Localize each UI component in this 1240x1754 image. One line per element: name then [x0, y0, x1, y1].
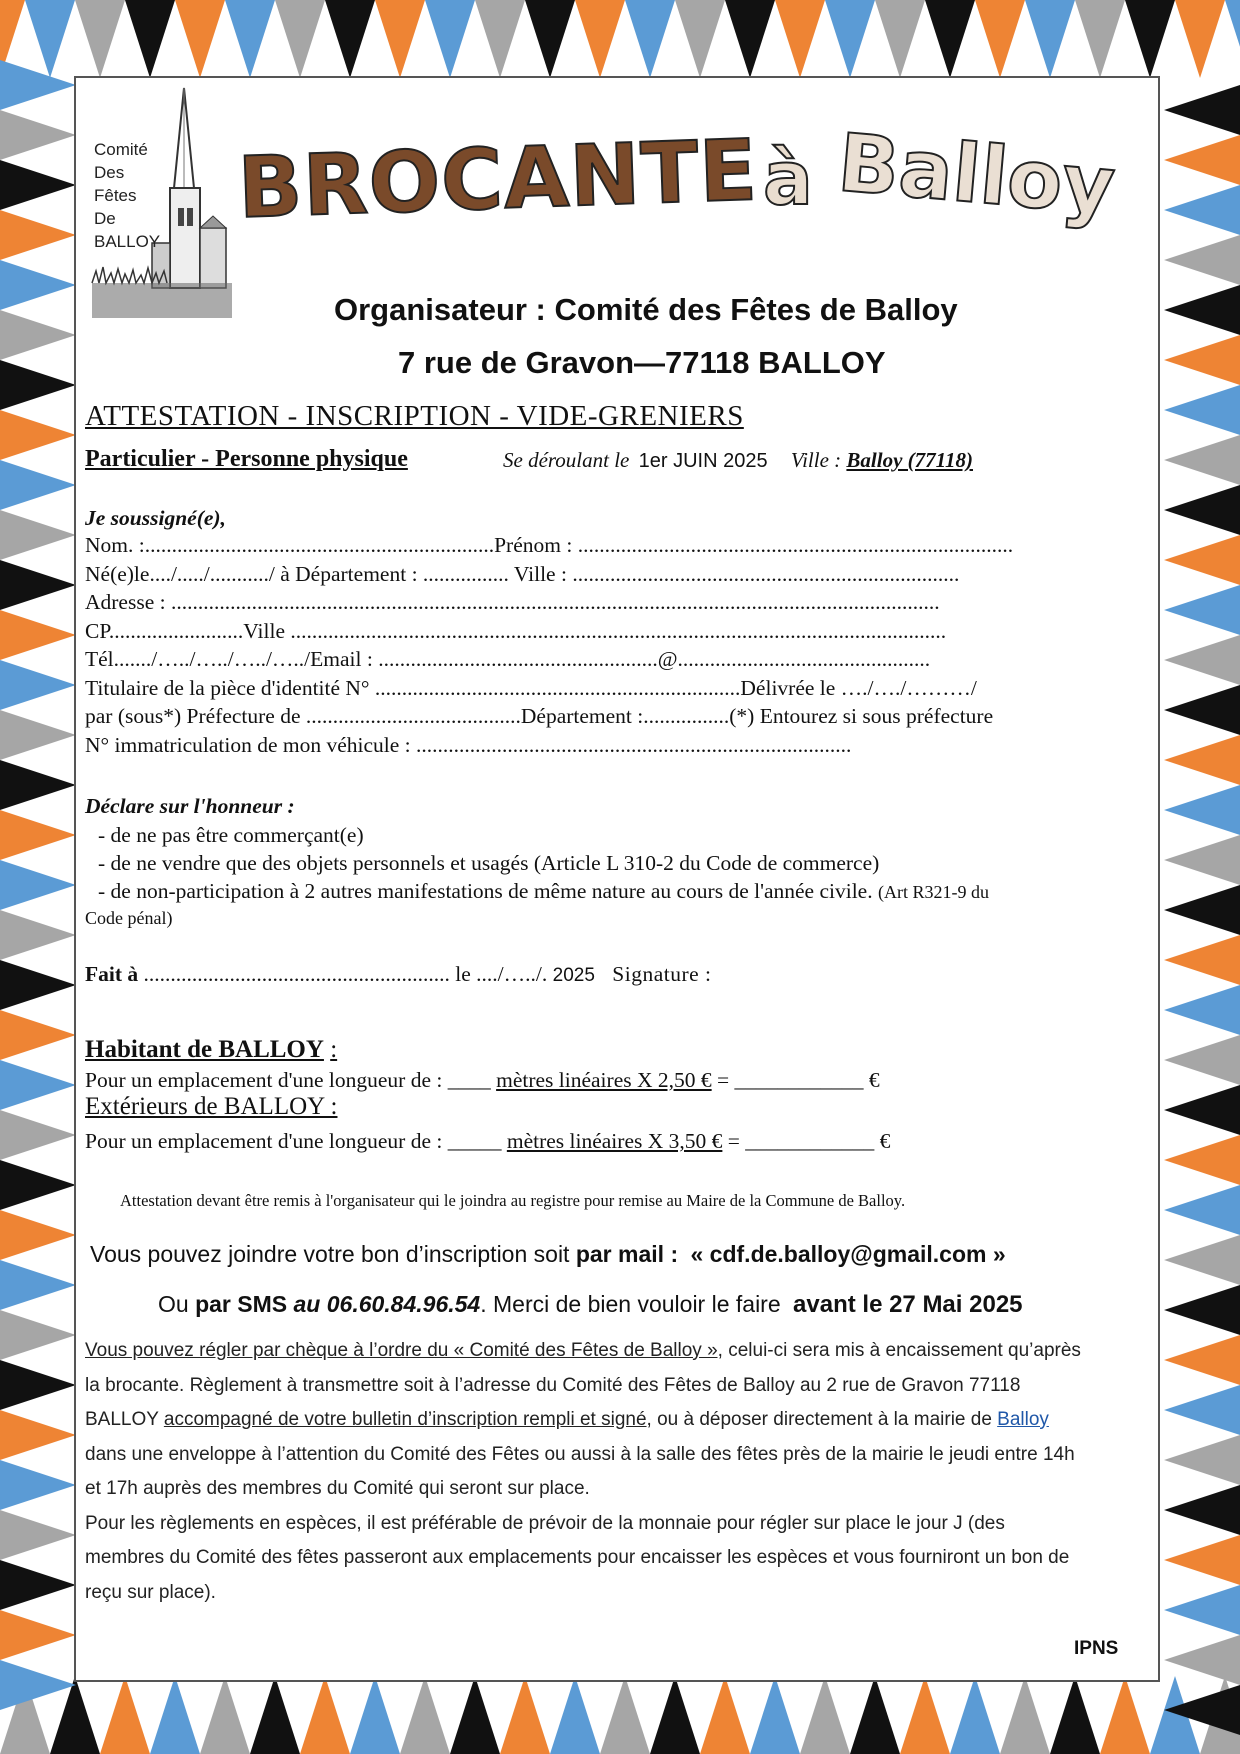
border-triangle: [100, 1676, 150, 1754]
payment-cheque-order: Vous pouvez régler par chèque à l’ordre du « Comité des Fêtes de Balloy »,: [85, 1340, 723, 1361]
logo-line: De: [94, 209, 116, 228]
border-triangle: [1164, 1285, 1240, 1335]
border-triangle: [250, 1676, 300, 1754]
payment-text: celui-ci sera mis à encaissement qu’après la brocante. Règlement à transmettre soit à l’adresse du Comité des Fêtes de Balloy au 2 rue de Gravon 77118 BALLOY: [85, 1340, 1081, 1430]
border-triangle: [1164, 1085, 1240, 1135]
contact-mail-line: [90, 1241, 1006, 1268]
field-piece-identite[interactable]: Titulaire de la pièce d'identité N° ....................................................................Délivrée le …./…./………/: [85, 675, 977, 700]
payment-text-2: , ou à déposer directement à la mairie de: [646, 1409, 998, 1430]
border-triangle: [600, 1676, 650, 1754]
border-triangle: [525, 0, 575, 78]
field-prefecture[interactable]: par (sous*) Préfecture de ........................................Département :................(*) Entourez si sous préfecture: [85, 704, 994, 728]
border-triangle: [1164, 1135, 1240, 1185]
event-date-label: Se déroulant le: [503, 448, 630, 472]
logo-line: Comité: [94, 140, 148, 159]
border-triangle: [1025, 0, 1075, 78]
habitant-length-blank[interactable]: ____: [447, 1068, 491, 1092]
border-triangle: [750, 1676, 800, 1754]
border-triangle: [0, 1010, 76, 1060]
border-triangle: [550, 1676, 600, 1754]
border-triangle: [25, 0, 75, 78]
organizer-line-1: Organisateur : Comité des Fêtes de Balloy: [334, 292, 958, 327]
border-triangle: [0, 460, 76, 510]
border-triangle: [1164, 1485, 1240, 1535]
border-triangle: [875, 0, 925, 78]
border-triangle: [75, 0, 125, 78]
habitant-total-blank[interactable]: ____________: [734, 1068, 864, 1092]
payment-text-3: dans une enveloppe à l’attention du Comité des Fêtes ou aussi à la salle des fêtes près de la mairie le jeudi entre 14h et 17h auprès des membres du Comité qui seront sur place.: [85, 1443, 1075, 1499]
border-triangle: [0, 1110, 76, 1160]
deadline: avant le 27 Mai 2025: [793, 1291, 1023, 1318]
balloy-link[interactable]: Balloy: [997, 1409, 1049, 1430]
border-triangle: [0, 1460, 76, 1510]
border-triangle: [1164, 385, 1240, 435]
habitant-line-label: Pour un emplacement d'une longueur de :: [85, 1068, 443, 1092]
border-triangle: [400, 1676, 450, 1754]
fait-a-label: Fait à: [85, 962, 139, 986]
border-triangle: [0, 810, 76, 860]
habitant-colon: :: [330, 1036, 338, 1063]
border-triangle: [500, 1676, 550, 1754]
border-triangle: [0, 310, 76, 360]
declare-heading: Déclare sur l'honneur :: [85, 794, 295, 818]
border-triangle: [0, 1510, 76, 1560]
habitant-rate: mètres linéaires X 2,50 €: [496, 1068, 712, 1092]
sms-suffix: . Merci de bien vouloir le faire: [480, 1291, 781, 1317]
banner-word-a: à: [763, 136, 813, 222]
event-city: Balloy (77118): [846, 448, 973, 472]
border-triangle: [0, 360, 76, 410]
border-triangle: [925, 0, 975, 78]
border-triangle: [1164, 1535, 1240, 1585]
border-triangle: [1175, 0, 1225, 78]
sms-number[interactable]: au 06.60.84.96.54: [293, 1291, 481, 1317]
border-triangle: [0, 860, 76, 910]
border-triangle: [300, 1676, 350, 1754]
field-cp-ville[interactable]: CP.........................Ville ..........................................................................................................................: [85, 618, 947, 643]
border-triangle: [1000, 1676, 1050, 1754]
border-triangle: [375, 0, 425, 78]
border-triangle: [825, 0, 875, 78]
field-naissance[interactable]: Né(e)le..../...../.........../ à Département : ................ Ville : ........................................................................: [85, 561, 960, 586]
border-triangle: [0, 610, 76, 660]
border-triangle: [1164, 1235, 1240, 1285]
border-triangle: [800, 1676, 850, 1754]
declare-ref: (Art R321-9 du: [877, 882, 989, 902]
banner-word-balloy: Balloy: [834, 116, 1119, 233]
border-triangle: [475, 0, 525, 78]
border-triangle: [1164, 235, 1240, 285]
border-triangle: [0, 1610, 76, 1660]
declare-ref-continued: Code pénal): [85, 908, 173, 928]
border-triangle: [0, 1260, 76, 1310]
banner-title: [238, 110, 1148, 260]
border-triangle: [0, 760, 76, 810]
border-triangle: [1164, 1185, 1240, 1235]
border-triangle: [650, 1676, 700, 1754]
organizer-line-2: 7 rue de Gravon—77118 BALLOY: [398, 345, 886, 380]
border-triangle: [1164, 435, 1240, 485]
exterieur-rate: mètres linéaires X 3,50 €: [506, 1129, 723, 1153]
border-triangle: [1164, 835, 1240, 885]
border-triangle: [0, 1660, 76, 1710]
logo-line: Des: [94, 163, 125, 182]
fait-a-dots: ......................................................... le ..../…../.: [143, 962, 548, 986]
border-triangle: [625, 0, 675, 78]
border-triangle: [1164, 185, 1240, 235]
border-triangle: [675, 0, 725, 78]
border-triangle: [225, 0, 275, 78]
committee-logo: [82, 78, 232, 328]
border-triangle: [1164, 1585, 1240, 1635]
border-triangle: [350, 1676, 400, 1754]
ipns-label: IPNS: [1074, 1638, 1119, 1659]
border-triangle: [1164, 885, 1240, 935]
border-triangle: [0, 960, 76, 1010]
border-triangle: [1164, 1385, 1240, 1435]
border-triangle: [1164, 985, 1240, 1035]
border-triangle: [0, 1160, 76, 1210]
border-triangle: [1050, 1676, 1100, 1754]
border-triangle: [0, 160, 76, 210]
border-triangle: [1164, 1435, 1240, 1485]
border-triangle: [0, 1560, 76, 1610]
border-triangle: [1164, 285, 1240, 335]
border-triangle: [150, 1676, 200, 1754]
border-triangle: [1164, 535, 1240, 585]
declare-item: - de ne vendre que des objets personnels et usagés (Article L 310-2 du Code de commerce): [98, 851, 880, 875]
fait-a-line[interactable]: [85, 962, 712, 987]
payment-accompagne: accompagné de votre bulletin d’inscription rempli et signé: [163, 1409, 647, 1430]
border-triangle: [575, 0, 625, 78]
border-triangle: [1164, 735, 1240, 785]
je-soussigne: Je soussigné(e),: [85, 506, 226, 530]
exterieur-currency: €: [879, 1129, 891, 1153]
payment-info: [85, 1334, 1085, 1610]
identity-fields: [85, 533, 1155, 761]
exterieur-line-label: Pour un emplacement d'une longueur de :: [85, 1129, 443, 1153]
border-triangle: [725, 0, 775, 78]
border-triangle: [0, 60, 76, 110]
border-triangle: [0, 260, 76, 310]
declare-item: - de ne pas être commerçant(e): [98, 823, 364, 847]
sms-prefix: Ou: [158, 1291, 189, 1317]
exterieur-line: [85, 1129, 890, 1154]
border-triangle: [0, 1310, 76, 1360]
border-triangle: [1164, 485, 1240, 535]
habitant-eq: =: [717, 1068, 730, 1092]
border-triangle: [1164, 1035, 1240, 1085]
border-triangle: [1164, 785, 1240, 835]
habitant-line: [85, 1068, 880, 1093]
sms-bold: par SMS: [195, 1291, 288, 1317]
attestation-note: Attestation devant être remis à l'organisateur qui le joindra au registre pour remise au Maire de la Commune de Balloy.: [120, 1191, 906, 1210]
field-nom-prenom[interactable]: Nom. :.................................................................Prénom : .................................................................................: [85, 533, 1014, 557]
border-triangle: [0, 410, 76, 460]
border-triangle: [0, 710, 76, 760]
event-date: 1er JUIN 2025: [638, 450, 768, 472]
payment-cash-info: Pour les règlements en espèces, il est préférable de prévoir de la monnaie pour régler sur place le jour J (des membres du Comité des fêtes passeront aux emplacements pour encaisser les espèces et vous fourniront un bon de reçu sur place).: [85, 1512, 1070, 1603]
border-triangle: [1164, 635, 1240, 685]
habitant-currency: €: [868, 1068, 880, 1092]
border-triangle: [200, 1676, 250, 1754]
exterieur-heading: Extérieurs de BALLOY :: [85, 1093, 338, 1120]
field-immatriculation[interactable]: N° immatriculation de mon véhicule : .................................................................................: [85, 732, 852, 757]
border-triangle: [1164, 135, 1240, 185]
banner-word-brocante: BROCANTE: [236, 120, 760, 238]
field-adresse[interactable]: Adresse : ...............................................................................................................................................: [85, 590, 940, 614]
event-city-label: Ville :: [790, 448, 842, 472]
border-triangle: [0, 560, 76, 610]
border-triangle: [450, 1676, 500, 1754]
border-triangle: [1075, 0, 1125, 78]
border-triangle: [325, 0, 375, 78]
mail-address[interactable]: « cdf.de.balloy@gmail.com »: [690, 1241, 1006, 1267]
exterieur-length-blank[interactable]: _____: [447, 1129, 502, 1153]
border-triangle: [850, 1676, 900, 1754]
border-triangle: [1164, 685, 1240, 735]
border-triangle: [0, 210, 76, 260]
border-triangle: [0, 1210, 76, 1260]
border-triangle: [1125, 0, 1175, 78]
flyer-sheet: [76, 78, 1158, 1680]
contact-sms-line: [158, 1291, 1023, 1319]
logo-line: Fêtes: [94, 186, 137, 205]
border-triangle: [125, 0, 175, 78]
border-triangle: [1164, 1335, 1240, 1385]
form-subheading: Particulier - Personne physique: [85, 446, 408, 472]
border-triangle: [1164, 935, 1240, 985]
field-tel-email[interactable]: Tél......./…../…../…../…../Email : ....................................................@...............................................: [85, 647, 931, 671]
exterieur-total-blank[interactable]: ____________: [745, 1129, 875, 1153]
border-triangle: [1225, 0, 1240, 78]
border-triangle: [0, 110, 76, 160]
border-triangle: [1164, 585, 1240, 635]
form-heading: ATTESTATION - INSCRIPTION - VIDE-GRENIERS: [85, 400, 744, 432]
border-triangle: [975, 0, 1025, 78]
border-triangle: [425, 0, 475, 78]
border-triangle: [0, 1410, 76, 1460]
exterieur-eq: =: [727, 1129, 740, 1153]
border-triangle: [1164, 335, 1240, 385]
mail-bold: par mail :: [575, 1241, 679, 1267]
border-triangle: [700, 1676, 750, 1754]
border-triangle: [275, 0, 325, 78]
logo-line: BALLOY: [94, 232, 161, 251]
signature-label: Signature :: [612, 962, 712, 986]
border-triangle: [175, 0, 225, 78]
border-triangle: [0, 1060, 76, 1110]
border-triangle: [0, 910, 76, 960]
mail-prefix: Vous pouvez joindre votre bon d’inscription soit: [90, 1241, 570, 1267]
border-triangle: [0, 510, 76, 560]
border-triangle: [950, 1676, 1000, 1754]
border-triangle: [1100, 1676, 1150, 1754]
fait-a-year: 2025: [552, 965, 595, 986]
declare-item: - de non-participation à 2 autres manifestations de même nature au cours de l'année civile.: [98, 879, 873, 903]
border-triangle: [900, 1676, 950, 1754]
border-triangle: [0, 1360, 76, 1410]
habitant-heading: Habitant de BALLOY: [85, 1036, 324, 1063]
border-triangle: [0, 660, 76, 710]
border-triangle: [775, 0, 825, 78]
border-triangle: [1164, 85, 1240, 135]
